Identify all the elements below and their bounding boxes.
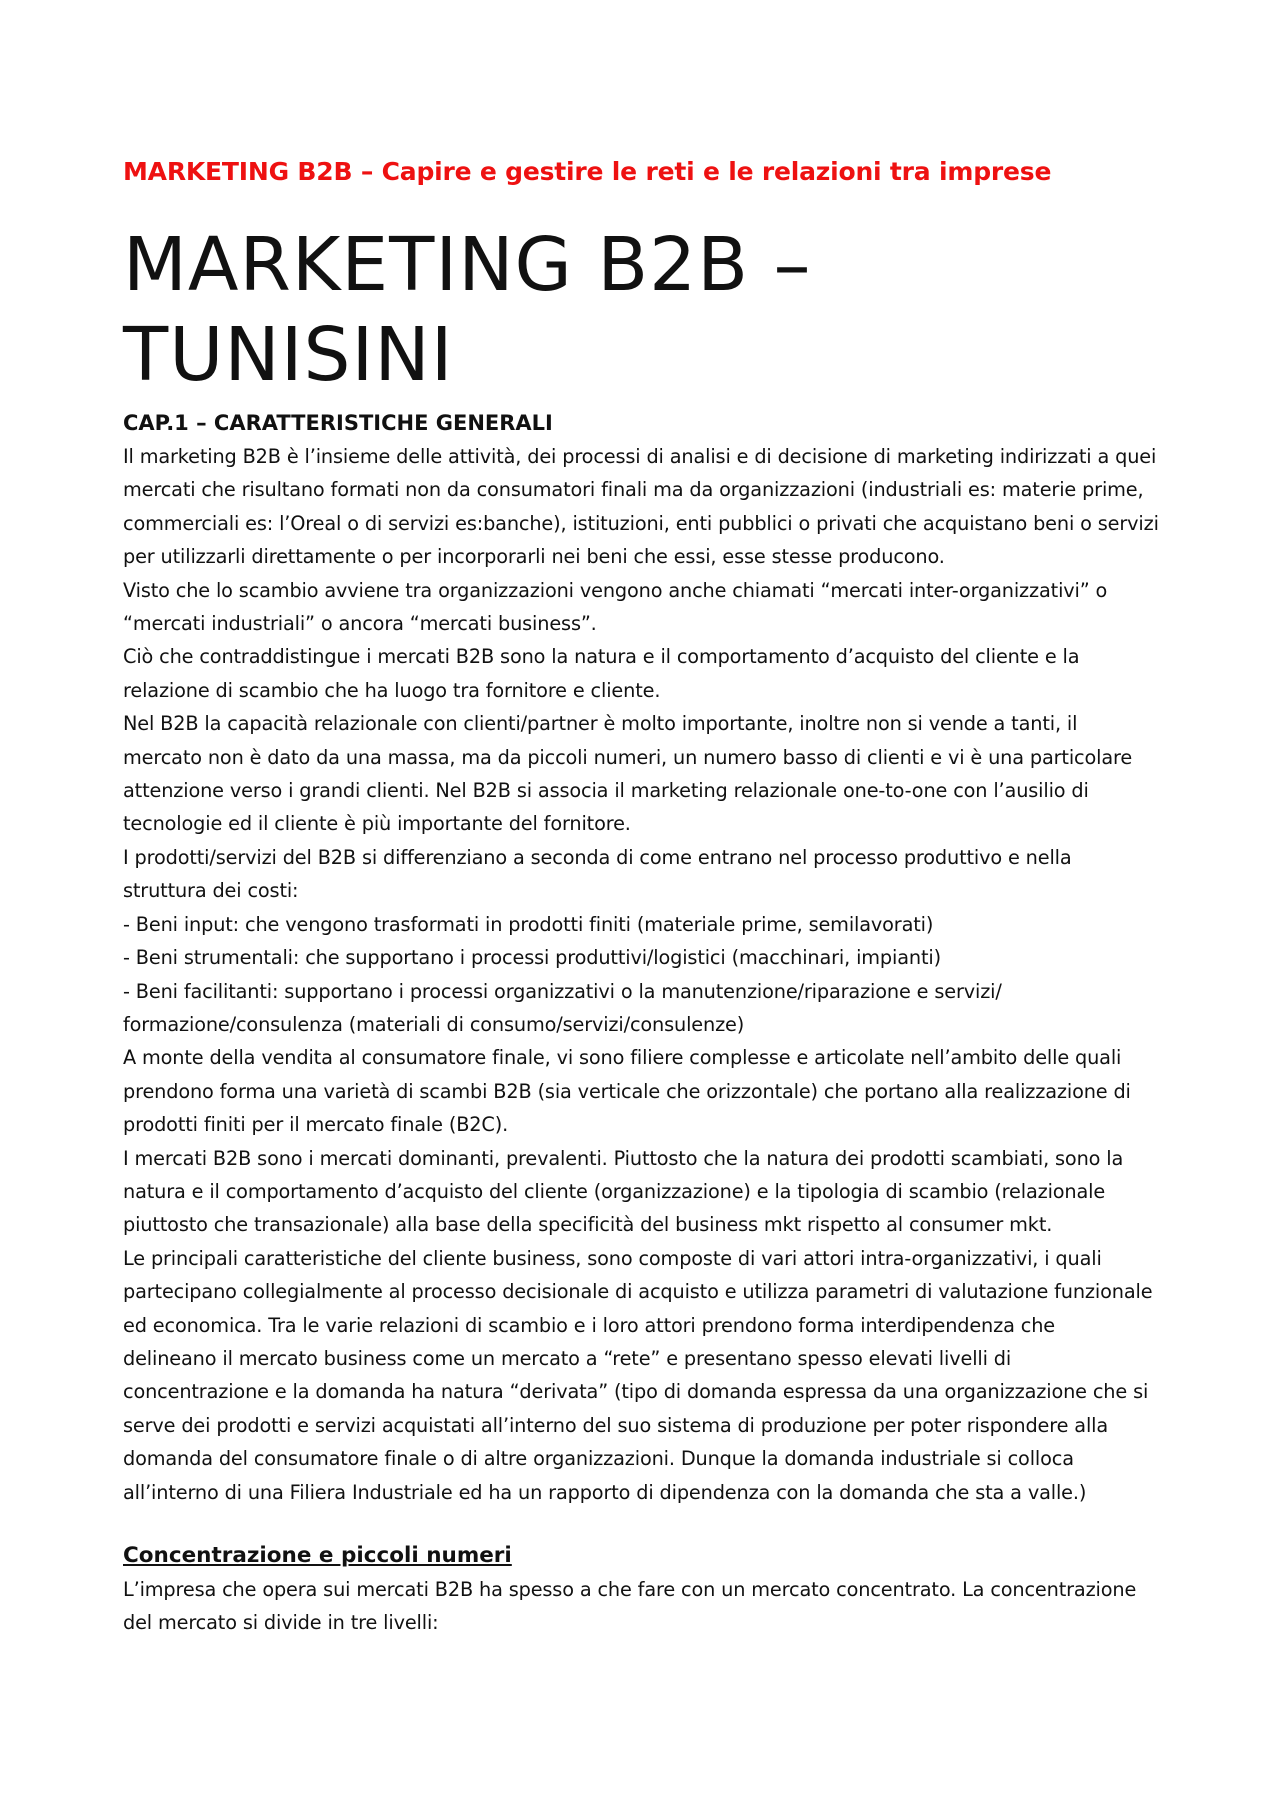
body-line: attenzione verso i grandi clienti. Nel B2B si associa il marketing relazionale one-to-one con l’ausilio di [123, 779, 1089, 803]
body-line: concentrazione e la domanda ha natura “derivata” (tipo di domanda espressa da una organizzazione che si [123, 1380, 1149, 1404]
body-line: Nel B2B la capacità relazionale con clienti/partner è molto importante, inoltre non si vende a tanti, il [123, 712, 1078, 736]
body-line: Il marketing B2B è l’insieme delle attività, dei processi di analisi e di decisione di marketing indirizzati a quei [123, 445, 1157, 468]
document-main-title [123, 220, 1183, 400]
body-line: serve dei prodotti e servizi acquistati all’interno del suo sistema di produzione per poter rispondere alla [123, 1413, 1109, 1437]
body-line: Visto che lo scambio avviene tra organizzazioni vengono anche chiamati “mercati inter-organizzativi” o [123, 578, 1108, 602]
list-item-beni-input: - Beni input: che vengono trasformati in prodotti finiti (materiale prime, semilavorati) [123, 912, 934, 936]
body-line: domanda del consumatore finale o di altre organizzazioni. Dunque la domanda industriale si colloca [123, 1447, 1074, 1471]
body-line: ed economica. Tra le varie relazioni di scambio e i loro attori prendono forma interdipendenza che [123, 1313, 1055, 1337]
body-line: delineano il mercato business come un mercato a “rete” e presentano spesso elevati livelli di [123, 1346, 1012, 1370]
document-top-title: MARKETING B2B – Capire e gestire le reti e le relazioni tra imprese [123, 157, 1052, 186]
body-line: mercato non è dato da una massa, ma da piccoli numeri, un numero basso di clienti e vi è una particolare [123, 745, 1133, 769]
main-title-line-2: TUNISINI [123, 312, 454, 398]
body-line: relazione di scambio che ha luogo tra fornitore e cliente. [123, 678, 661, 702]
body-line: A monte della vendita al consumatore finale, vi sono filiere complesse e articolate nell’ambito delle quali [123, 1046, 1122, 1070]
body-line: commerciali es: l’Oreal o di servizi es:banche), istituzioni, enti pubblici o privati che acquistano beni o servizi [123, 511, 1159, 535]
document-page [123, 150, 1183, 1640]
body-line: I mercati B2B sono i mercati dominanti, prevalenti. Piuttosto che la natura dei prodotti scambiati, sono la [123, 1146, 1124, 1170]
body-line: “mercati industriali” o ancora “mercati business”. [123, 612, 597, 636]
body-text [123, 440, 1183, 1509]
body-line: Ciò che contraddistingue i mercati B2B sono la natura e il comportamento d’acquisto del cliente e la [123, 645, 1080, 669]
body-line: formazione/consulenza (materiali di consumo/servizi/consulenze) [123, 1012, 745, 1036]
body-line: prodotti finiti per il mercato finale (B2C). [123, 1113, 509, 1137]
list-item-beni-strumentali: - Beni strumentali: che supportano i processi produttivi/logistici (macchinari, impianti) [123, 946, 941, 970]
section-heading: Concentrazione e piccoli numeri [123, 1543, 512, 1568]
section-line: del mercato si divide in tre livelli: [123, 1611, 439, 1635]
body-line: prendono forma una varietà di scambi B2B (sia verticale che orizzontale) che portano alla realizzazione di [123, 1079, 1131, 1103]
main-title-line-1: MARKETING B2B – [123, 222, 812, 308]
section-line: L’impresa che opera sui mercati B2B ha spesso a che fare con un mercato concentrato. La concentrazione [123, 1578, 1137, 1601]
body-line: piuttosto che transazionale) alla base della specificità del business mkt rispetto al consumer mkt. [123, 1213, 1053, 1237]
body-line: natura e il comportamento d’acquisto del cliente (organizzazione) e la tipologia di scambio (relazionale [123, 1179, 1106, 1203]
body-line: all’interno di una Filiera Industriale ed ha un rapporto di dipendenza con la domanda che sta a valle.) [123, 1480, 1087, 1504]
body-line: tecnologie ed il cliente è più importante del fornitore. [123, 812, 631, 836]
body-line: partecipano collegialmente al processo decisionale di acquisto e utilizza parametri di valutazione funzionale [123, 1280, 1153, 1304]
chapter-title: CAP.1 – CARATTERISTICHE GENERALI [123, 411, 553, 435]
body-line: struttura dei costi: [123, 879, 299, 903]
list-item-beni-facilitanti: - Beni facilitanti: supportano i processi organizzativi o la manutenzione/riparazione e servizi/ [123, 979, 1002, 1003]
body-line: mercati che risultano formati non da consumatori finali ma da organizzazioni (industriali es: materie prime, [123, 478, 1144, 502]
body-line: Le principali caratteristiche del cliente business, sono composte di vari attori intra-organizzativi, i quali [123, 1246, 1102, 1270]
body-line: per utilizzarli direttamente o per incorporarli nei beni che essi, esse stesse producono. [123, 545, 945, 569]
section-text [123, 1573, 1183, 1640]
body-line: I prodotti/servizi del B2B si differenziano a seconda di come entrano nel processo produttivo e nella [123, 845, 1072, 869]
